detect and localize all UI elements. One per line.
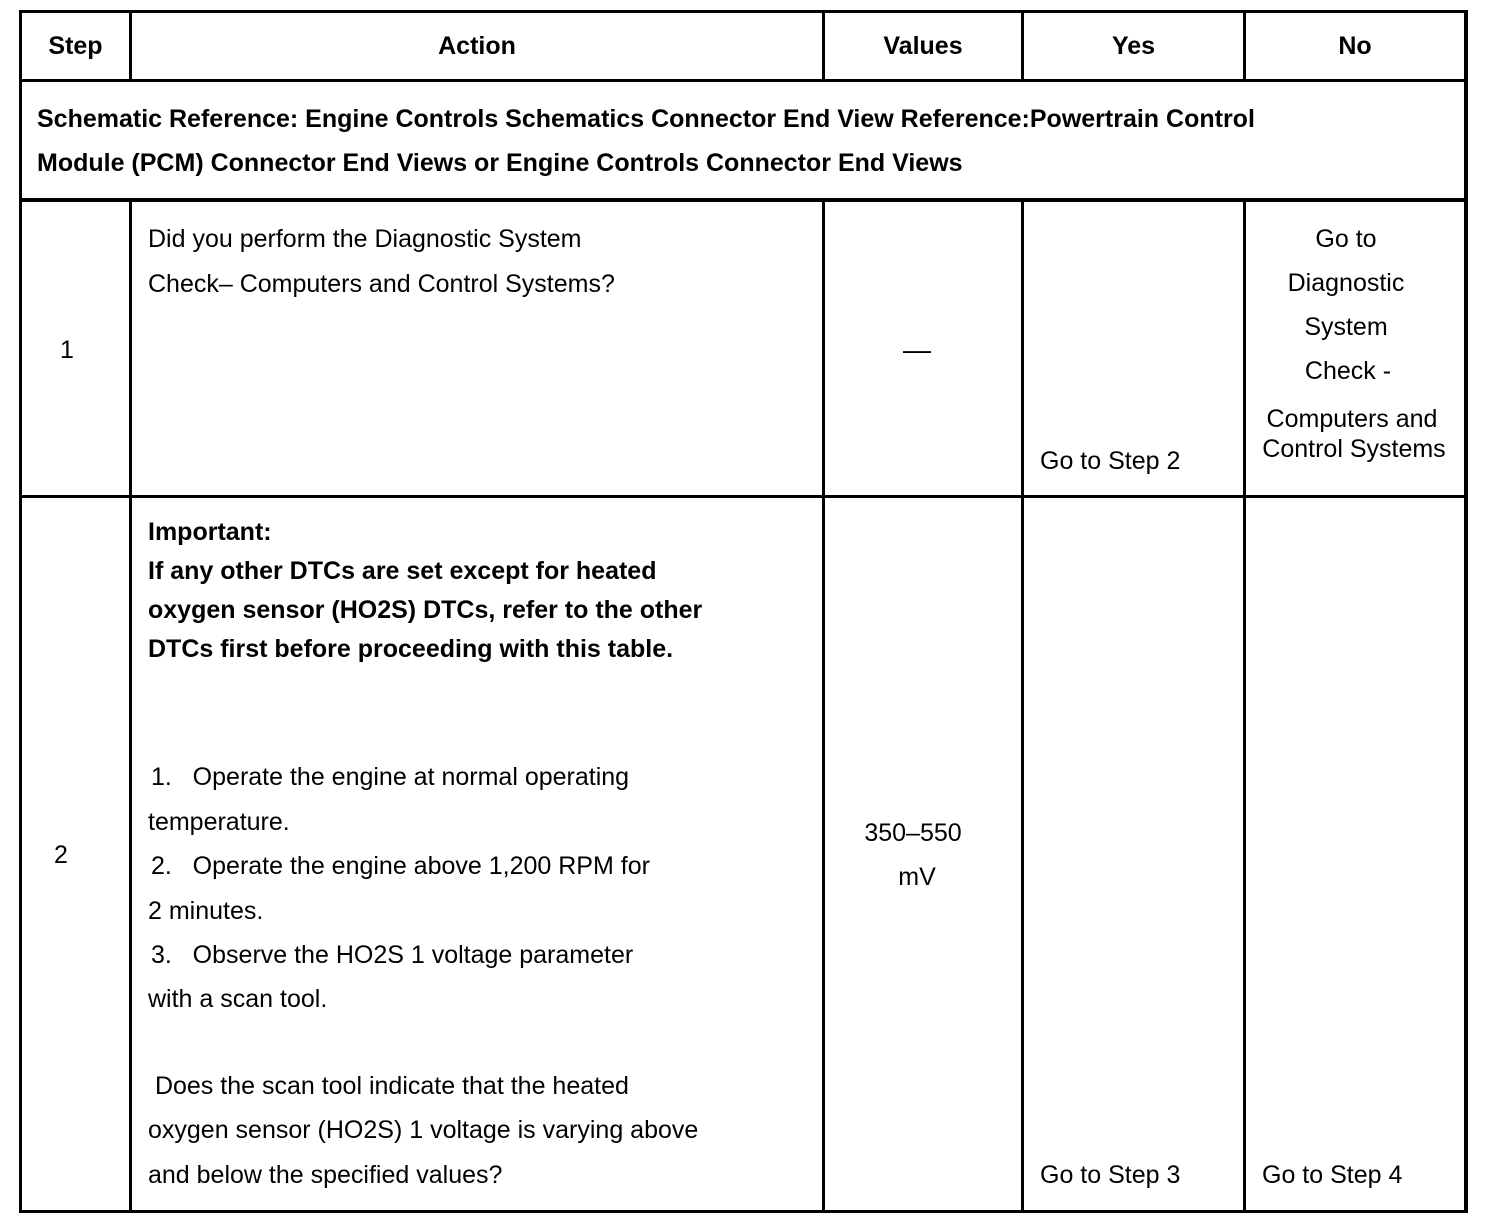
row-2-values-line-2: mV — [898, 863, 936, 891]
row-1-action-line-2: Check– Computers and Control Systems? — [148, 270, 615, 298]
row-2-step-1: 1. Operate the engine at normal operating — [151, 763, 630, 791]
row-divider — [19, 495, 1468, 498]
column-divider-values — [1021, 198, 1024, 1213]
row-2-step-3-cont: with a scan tool. — [148, 985, 328, 1013]
table-border-right — [1464, 10, 1468, 1213]
row-1-yes: Go to Step 2 — [1040, 447, 1181, 475]
row-1-no-line-4: Check - — [1304, 357, 1392, 385]
row-2-important-line-2: oxygen sensor (HO2S) DTCs, refer to the other — [148, 596, 703, 624]
row-2-yes: Go to Step 3 — [1040, 1161, 1181, 1189]
row-2-question-line-2: oxygen sensor (HO2S) 1 voltage is varying above — [148, 1116, 699, 1144]
row-2-step-2: 2. Operate the engine above 1,200 RPM for — [151, 852, 650, 880]
header-step: Step — [48, 32, 103, 60]
table-border-bottom — [19, 1210, 1468, 1213]
row-2-step-3: 3. Observe the HO2S 1 voltage parameter — [151, 941, 634, 969]
row-2-step-2-cont: 2 minutes. — [148, 897, 264, 925]
row-2-step-1-cont: temperature. — [148, 808, 290, 836]
row-2-important-line-1: If any other DTCs are set except for heated — [148, 557, 657, 585]
row-1-action-line-1: Did you perform the Diagnostic System — [148, 225, 582, 253]
row-1-step: 1 — [60, 336, 74, 364]
row-2-important-title: Important: — [148, 518, 272, 546]
row-1-no-line-3: System — [1304, 313, 1388, 341]
row-2-important-line-3: DTCs first before proceeding with this table. — [148, 635, 674, 663]
row-2-values-line-1: 350–550 — [864, 819, 962, 847]
row-2-question-line-1: Does the scan tool indicate that the heated — [148, 1072, 629, 1100]
header-no: No — [1338, 32, 1372, 60]
row-1-values: — — [903, 334, 931, 365]
row-1-no-line-5: Computers and — [1266, 405, 1438, 433]
row-1-no-line-2: Diagnostic — [1287, 269, 1405, 297]
row-2-question-line-3: and below the specified values? — [148, 1161, 503, 1189]
row-1-no-line-1: Go to — [1315, 225, 1377, 253]
header-action: Action — [438, 32, 516, 60]
header-divider — [19, 79, 1468, 82]
reference-divider — [19, 198, 1468, 202]
schematic-reference-line-1: Schematic Reference: Engine Controls Schematics Connector End View Reference:Powertrain Control — [37, 105, 1255, 133]
row-2-step: 2 — [54, 841, 68, 869]
schematic-reference-line-2: Module (PCM) Connector End Views or Engine Controls Connector End Views — [37, 149, 963, 177]
table-border-top — [19, 10, 1468, 13]
header-values: Values — [883, 32, 963, 60]
row-2-no: Go to Step 4 — [1262, 1161, 1403, 1189]
row-1-no-line-6: Control Systems — [1262, 435, 1446, 463]
column-divider-yes — [1243, 198, 1246, 1213]
header-yes: Yes — [1111, 32, 1156, 60]
column-divider-step — [129, 198, 132, 1213]
table-border-left — [19, 10, 22, 1213]
